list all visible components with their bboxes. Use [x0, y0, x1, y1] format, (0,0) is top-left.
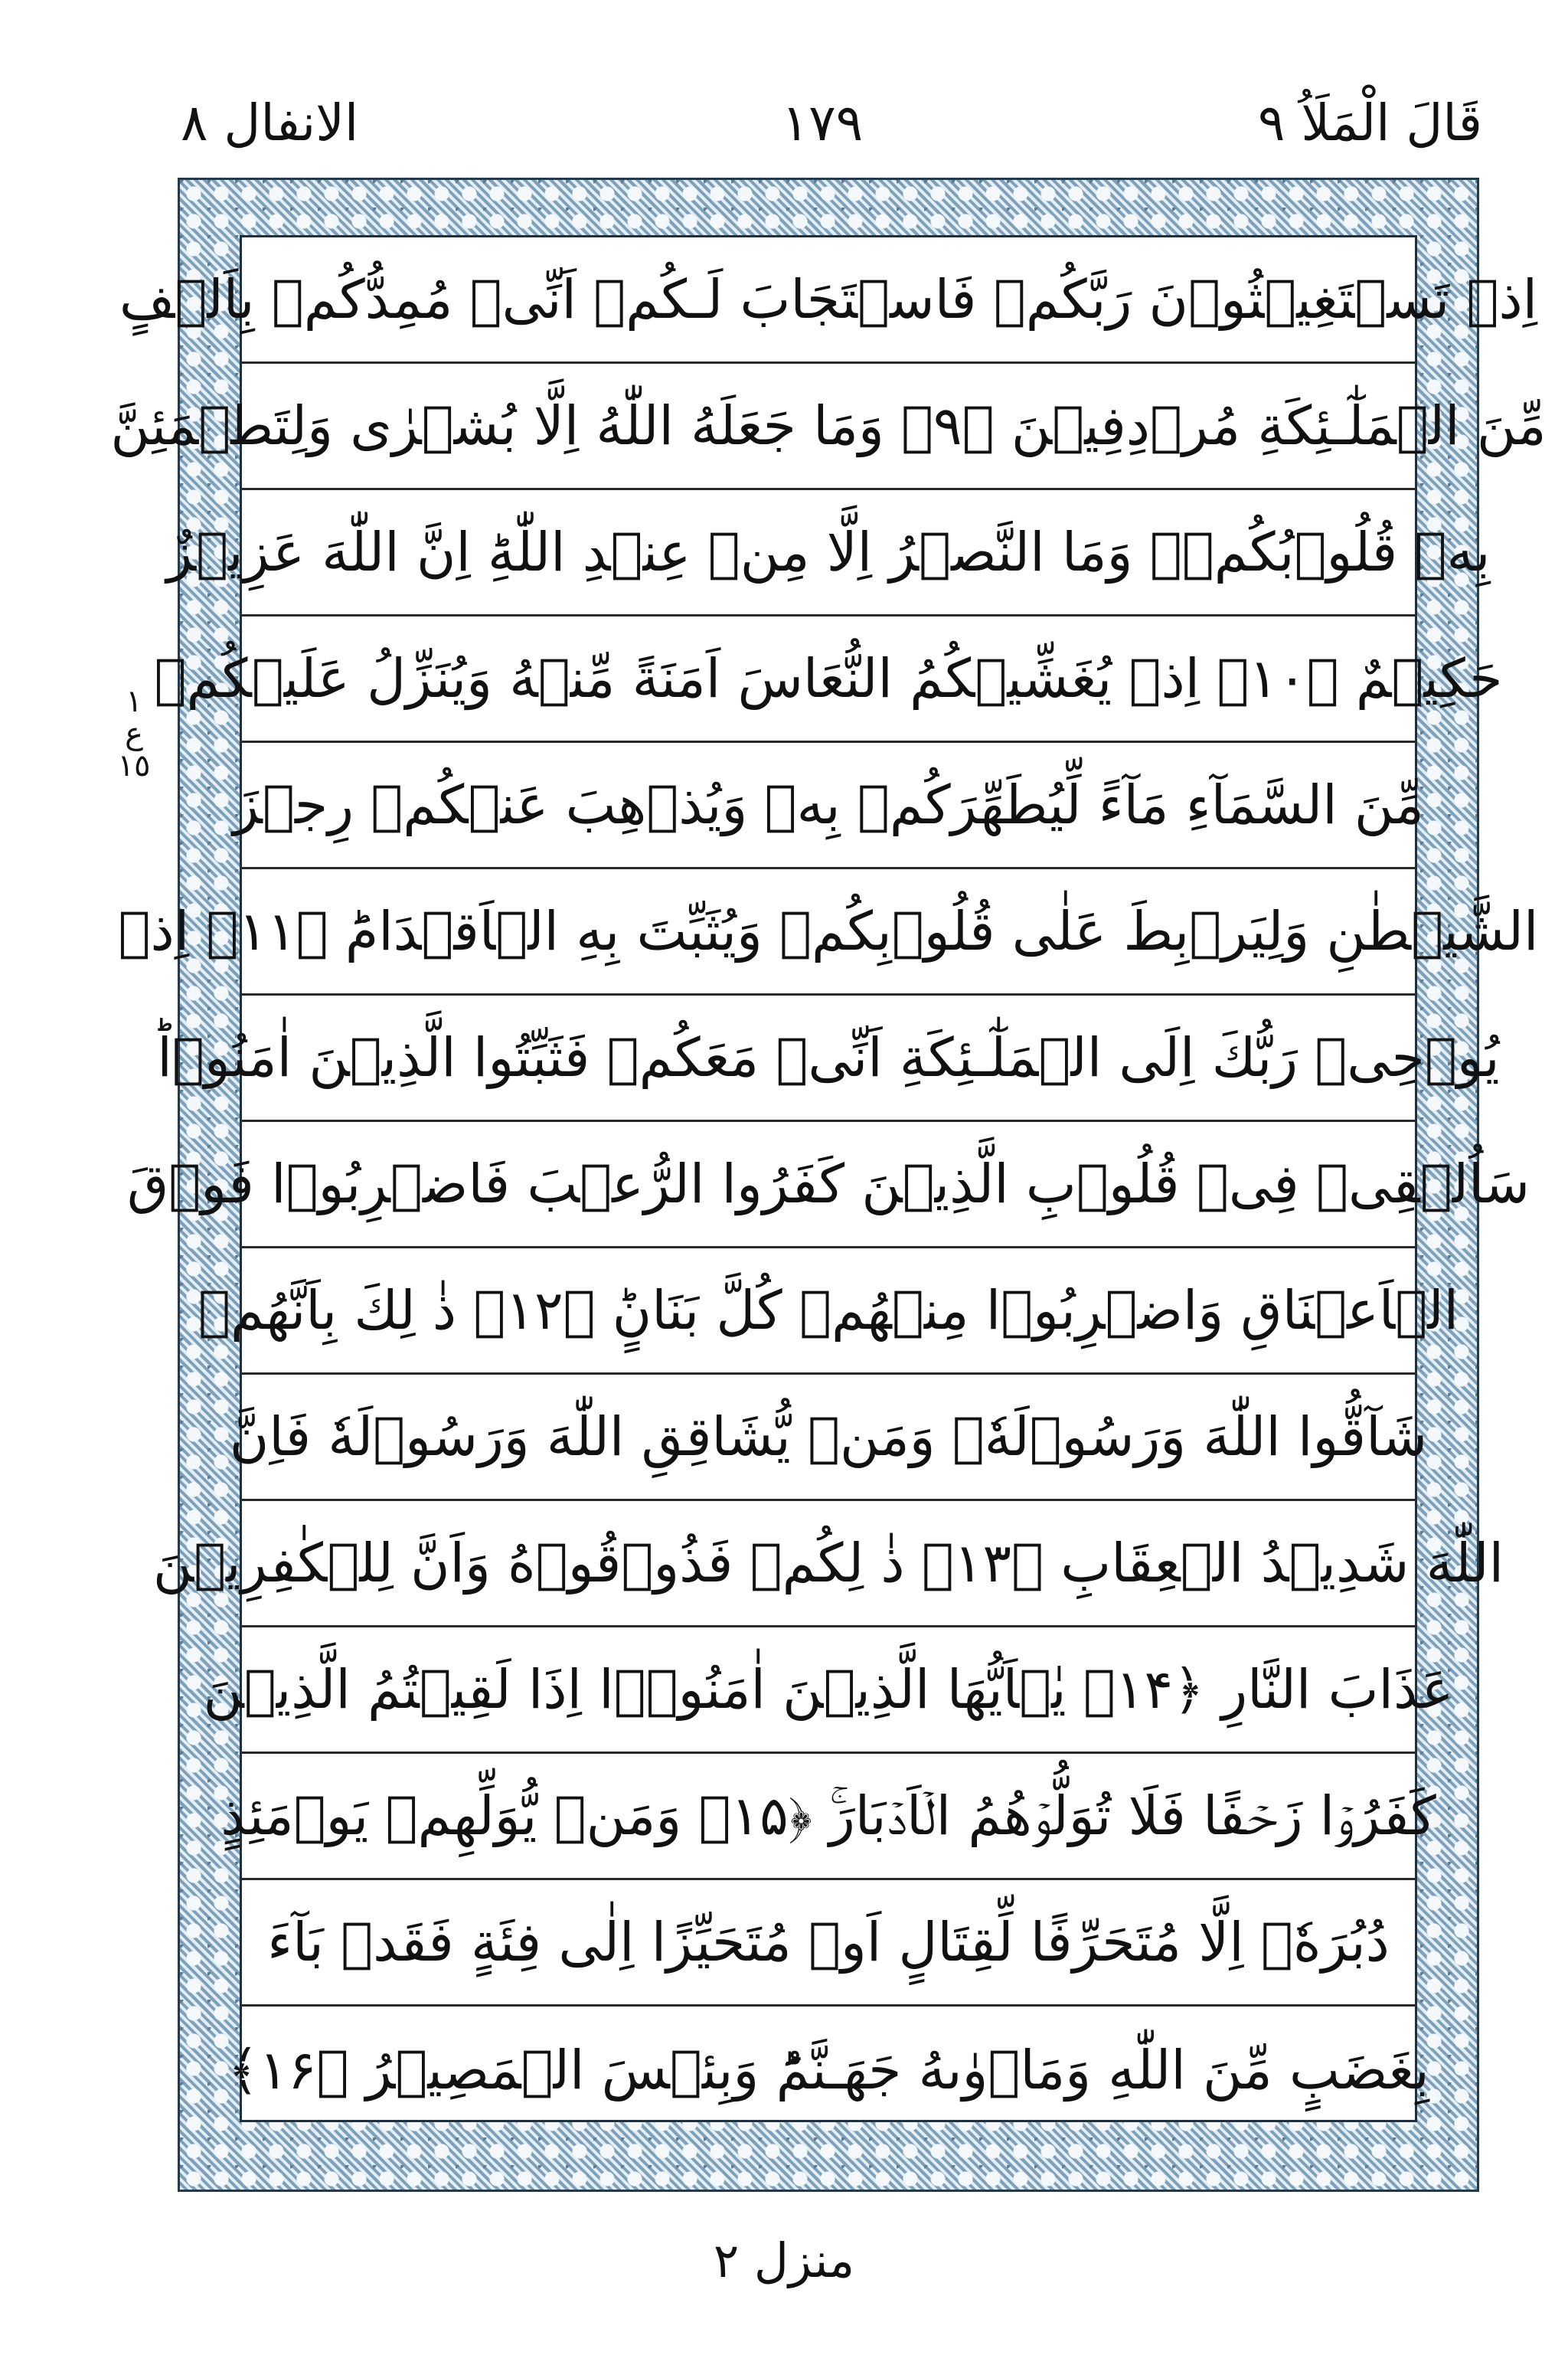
- text-line-8: سَاُلۡقِىۡ فِىۡ قُلُوۡبِ الَّذِيۡنَ كَفَرُوا الرُّعۡبَ فَاضۡرِبُوۡا فَوۡقَ: [242, 1122, 1415, 1248]
- surah-name-header: الانفال ٨: [181, 93, 359, 152]
- ruku-in-surah: ١: [126, 684, 142, 719]
- ruku-marker: [107, 685, 161, 782]
- text-line-9: الۡاَعۡنَاقِ وَاضۡرِبُوۡا مِنۡهُمۡ كُلَّ بَنَانٍؕ ﴿۱۲﴾ ذٰ لِكَ بِاَنَّهُمۡ: [242, 1248, 1415, 1375]
- text-line-3: بِهٖ قُلُوۡبُكُمۡ‌ۚ وَمَا النَّصۡرُ اِلَّا مِنۡ عِنۡدِ اللّٰهِ‌ؕ اِنَّ اللّٰهَ عَزِيۡزٌ: [242, 490, 1415, 617]
- text-line-13: كَفَرُوۡا زَحۡفًا فَلَا تُوَلُّوۡهُمُ الۡاَدۡبَارَ‌ۚ ﴿۱۵﴾ وَمَنۡ يُّوَلِّهِمۡ يَوۡمَئِذٍ: [242, 1754, 1415, 1880]
- text-line-6: الشَّيۡطٰنِ وَلِيَرۡبِطَ عَلٰى قُلُوۡبِكُمۡ وَيُثَبِّتَ بِهِ الۡاَقۡدَامَؕ ﴿۱۱﴾ اِذۡ: [242, 869, 1415, 996]
- juz-name-header: قَالَ الْمَلَاُ ٩: [1257, 93, 1482, 152]
- text-line-15: بِغَضَبٍ مِّنَ اللّٰهِ وَمَاۡوٰٮهُ جَهَـنَّمُ‌ؕ وَبِئۡسَ الۡمَصِيۡرُ ﴿۱۶﴾: [227, 2038, 1429, 2102]
- text-line-11: اللّٰهَ شَدِيۡدُ الۡعِقَابِ ﴿۱۳﴾ ذٰ لِكُمۡ فَذُوۡقُوۡهُ وَاَنَّ لِلۡكٰفِرِيۡنَ: [242, 1501, 1415, 1627]
- text-line-7: يُوۡحِىۡ رَبُّكَ اِلَى الۡمَلٰٓـئِكَةِ اَنِّىۡ مَعَكُمۡ فَثَبِّتُوا الَّذِيۡنَ اٰمَنُوۡاؕ: [242, 996, 1415, 1122]
- text-line-2: مِّنَ الۡمَلٰٓـئِكَةِ مُرۡدِفِيۡنَ ﴿۹﴾ وَمَا جَعَلَهُ اللّٰهُ اِلَّا بُشۡرٰى وَلِتَطۡمَئِنَّ: [242, 364, 1415, 490]
- text-line-1: اِذۡ تَسۡتَغِيۡثُوۡنَ رَبَّكُمۡ فَاسۡتَجَابَ لَـكُمۡ اَنِّىۡ مُمِدُّكُمۡ بِاَلۡفٍ: [242, 237, 1415, 364]
- text-line-10: شَآقُّوا اللّٰهَ وَرَسُوۡلَهٗ‌ۚ وَمَنۡ يُّشَاقِقِ اللّٰهَ وَرَسُوۡلَهٗ فَاِنَّ: [242, 1375, 1415, 1501]
- text-line-12: عَذَابَ النَّارِ ﴿۱۴﴾ يٰۤاَيُّهَا الَّذِيۡنَ اٰمَنُوۡۤا اِذَا لَقِيۡتُمُ الَّذِيۡنَ: [242, 1627, 1415, 1754]
- page-number: ١٧٩: [781, 93, 864, 152]
- text-line-14: دُبُرَهٗۤ اِلَّا مُتَحَرِّفًا لِّقِتَالٍ اَوۡ مُتَحَيِّزًا اِلٰى فِئَةٍ فَقَدۡ بَآءَ: [242, 1880, 1415, 2007]
- ruku-symbol: ع: [125, 716, 143, 751]
- manzil-footer: منزل ٢: [713, 2232, 855, 2288]
- ruku-in-juz: ١٥: [117, 748, 151, 783]
- text-line-5: مِّنَ السَّمَآءِ مَآءً لِّيُطَهِّرَكُمۡ بِهٖ وَيُذۡهِبَ عَنۡكُمۡ رِجۡزَ: [242, 743, 1415, 869]
- text-line-4: حَكِيۡمٌ ﴿۱۰﴾ اِذۡ يُغَشِّيۡكُمُ النُّعَاسَ اَمَنَةً مِّنۡهُ وَيُنَزِّلُ عَلَيۡكُمۡ: [242, 617, 1415, 743]
